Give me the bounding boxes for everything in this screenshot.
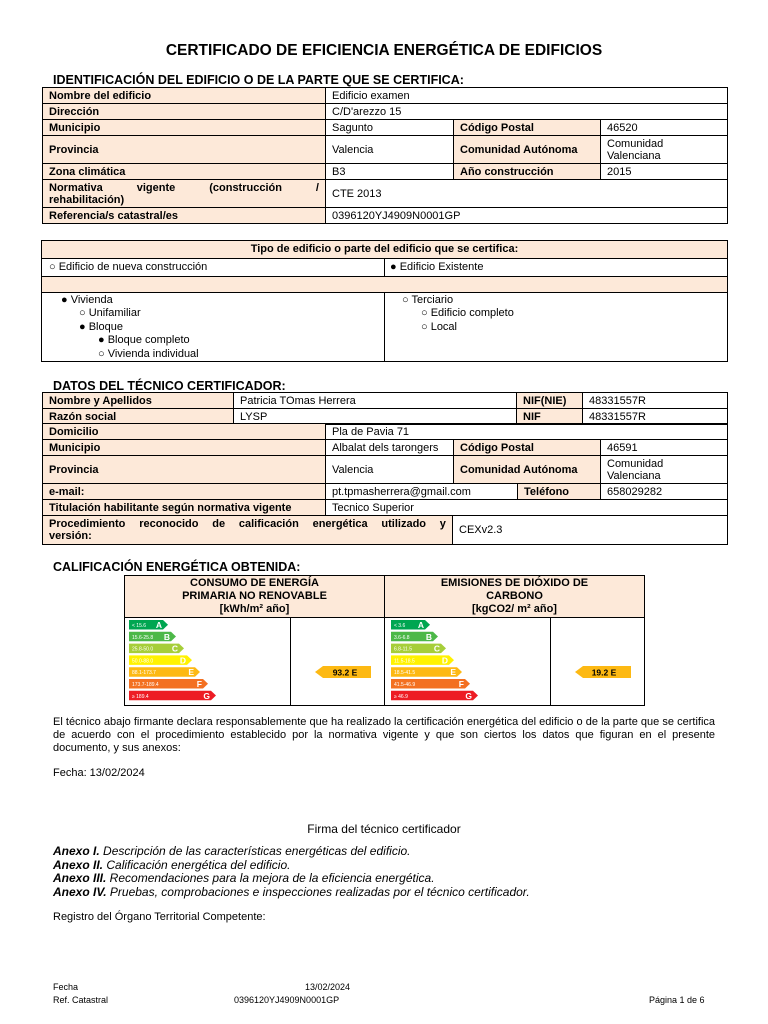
label-normativa: Normativa vigente (construcción / rehabilitación) — [43, 180, 326, 208]
value-nombre-apellidos: Patricia TOmas Herrera — [234, 393, 517, 409]
consumo-letter-e: E — [188, 667, 194, 678]
declaration-text: El técnico abajo firmante declara responsablemente que ha realizado la certificación energética del edificio o de la parte que se certifica de acuerdo con el procedimiento establecido por la normativa vigente y que son ciertos los datos que figuran en el presente documento, y sus anexos: — [53, 716, 715, 754]
emisiones-range-d: 11.5-18.5 — [394, 658, 415, 665]
consumo-range-d: 50.0-88.0 — [132, 658, 154, 665]
consumo-letter-c: C — [171, 643, 178, 654]
page-title: CERTIFICADO DE EFICIENCIA ENERGÉTICA DE EDIFICIOS — [165, 42, 603, 59]
label-direccion: Dirección — [43, 104, 326, 120]
footer-ref: 0396120YJ4909N0001GP — [234, 995, 340, 1005]
value-comunidad-tecnico: Comunidad Valenciana — [601, 456, 728, 484]
firma-label: Firma del técnico certificador — [307, 822, 461, 836]
label-referencia-catastral: Referencia/s catastral/es — [43, 208, 326, 224]
emisiones-result-label: 19.2 E — [591, 667, 617, 678]
value-codigo-postal-tecnico: 46591 — [601, 440, 728, 456]
value-anio-construccion: 2015 — [601, 164, 728, 180]
value-nif-nie: 48331557R — [583, 393, 728, 409]
building-type-heading: Tipo de edificio o parte del edificio que se certifica: — [42, 241, 727, 259]
label-comunidad-autonoma: Comunidad Autónoma — [454, 136, 601, 164]
option-unifamiliar: ○ Unifamiliar — [79, 307, 141, 319]
emisiones-range-a: < 3.6 — [394, 623, 406, 629]
consumo-letter-b: B — [163, 631, 170, 642]
emisiones-letter-e: E — [450, 667, 456, 678]
label-anio-construccion: Año construcción — [454, 164, 601, 180]
consumo-header: CONSUMO DE ENERGÍA PRIMARIA NO RENOVABLE [kWh/m² año] — [124, 575, 385, 619]
footer-ref-label: Ref. Catastral — [53, 995, 109, 1005]
anexo-1: Anexo I. Descripción de las características energéticas del edificio. — [53, 844, 411, 858]
label-codigo-postal-tecnico: Código Postal — [454, 440, 601, 456]
label-provincia-tecnico: Provincia — [43, 456, 326, 484]
label-procedimiento: Procedimiento reconocido de calificación energética utilizado y versión: — [43, 516, 453, 545]
consumo-letter-g: G — [203, 690, 210, 701]
emisiones-range-f: 41.5-46.9 — [394, 682, 416, 688]
value-email: pt.tpmasherrera@gmail.com — [326, 484, 518, 500]
value-municipio: Sagunto — [326, 120, 454, 136]
label-zona-climatica: Zona climática — [43, 164, 326, 180]
value-nif: 48331557R — [583, 409, 728, 425]
label-provincia: Provincia — [43, 136, 326, 164]
value-normativa: CTE 2013 — [326, 180, 728, 208]
consumo-range-g: ≥ 189.4 — [132, 693, 149, 700]
label-nif-nie: NIF(NIE) — [517, 393, 583, 409]
section-heading-tecnico: DATOS DEL TÉCNICO CERTIFICADOR: — [53, 379, 286, 393]
anexo-2: Anexo II. Calificación energética del edificio. — [53, 858, 291, 872]
emisiones-letter-f: F — [458, 679, 464, 689]
consumo-range-c: 25.8-50.0 — [132, 646, 154, 653]
emisiones-letter-g: G — [465, 690, 472, 701]
value-municipio-tecnico: Albalat dels tarongers — [326, 440, 454, 456]
consumo-result-label: 93.2 E — [332, 667, 358, 678]
emisiones-result-arrow — [575, 666, 631, 678]
footer-pagina: Página 1 de 6 — [649, 995, 705, 1005]
anexo-3: Anexo III. Recomendaciones para la mejora de la eficiencia energética. — [53, 871, 435, 885]
fecha-text: Fecha: 13/02/2024 — [53, 767, 145, 779]
emisiones-letter-c: C — [433, 643, 440, 654]
label-titulacion: Titulación habilitante según normativa vigente — [43, 500, 326, 516]
label-nombre-apellidos: Nombre y Apellidos — [43, 393, 234, 409]
value-domicilio: Pla de Pavia 71 — [326, 424, 728, 440]
option-local: ○ Local — [421, 321, 457, 333]
label-nombre-edificio: Nombre del edificio — [43, 88, 326, 104]
emisiones-letter-a: A — [417, 620, 424, 630]
label-telefono: Teléfono — [518, 484, 601, 500]
emisiones-bars — [391, 620, 478, 701]
footer-fecha-label: Fecha — [53, 982, 79, 992]
option-nueva-construccion: ○ Edificio de nueva construcción — [49, 261, 208, 273]
label-municipio: Municipio — [43, 120, 326, 136]
option-edificio-existente: ● Edificio Existente — [390, 261, 484, 273]
consumo-bars — [129, 620, 216, 701]
section-heading-identificacion: IDENTIFICACIÓN DEL EDIFICIO O DE LA PARTE QUE SE CERTIFICA: — [53, 73, 464, 87]
emisiones-range-e: 18.5-41.5 — [394, 670, 416, 677]
emisiones-range-b: 3.6-6.8 — [394, 634, 410, 641]
value-codigo-postal: 46520 — [601, 120, 728, 136]
value-direccion: C/D'arezzo 15 — [326, 104, 728, 120]
consumo-range-f: 173.7-189.4 — [132, 682, 159, 688]
option-bloque-completo: ● Bloque completo — [98, 334, 190, 346]
anexo-4: Anexo IV. Pruebas, comprobaciones e inspecciones realizadas por el técnico certificador. — [53, 885, 530, 899]
value-nombre-edificio: Edificio examen — [326, 88, 728, 104]
consumo-letter-d: D — [179, 655, 186, 666]
value-provincia-tecnico: Valencia — [326, 456, 454, 484]
value-provincia: Valencia — [326, 136, 454, 164]
value-procedimiento: CEXv2.3 — [453, 516, 728, 545]
value-comunidad-autonoma: Comunidad Valenciana — [601, 136, 728, 164]
label-domicilio: Domicilio — [43, 424, 326, 440]
emisiones-range-c: 6.8-11.5 — [394, 646, 412, 653]
option-bloque: ● Bloque — [79, 321, 123, 333]
emisiones-letter-b: B — [425, 631, 432, 642]
emisiones-header: EMISIONES DE DIÓXIDO DE CARBONO [kgCO2/ m² año] — [384, 575, 645, 619]
consumo-range-b: 15.6-25.8 — [132, 634, 154, 641]
label-email: e-mail: — [43, 484, 326, 500]
footer-fecha: 13/02/2024 — [305, 982, 351, 992]
registro-text: Registro del Órgano Territorial Competente: — [53, 911, 266, 923]
value-razon-social: LYSP — [234, 409, 517, 425]
option-vivienda-individual: ○ Vivienda individual — [98, 348, 199, 360]
emisiones-letter-d: D — [441, 655, 448, 666]
label-razon-social: Razón social — [43, 409, 234, 425]
value-referencia-catastral: 0396120YJ4909N0001GP — [326, 208, 728, 224]
consumo-letter-f: F — [196, 679, 202, 689]
emisiones-range-g: ≥ 46.9 — [394, 693, 408, 700]
section-heading-calificacion: CALIFICACIÓN ENERGÉTICA OBTENIDA: — [53, 560, 301, 574]
option-edificio-completo: ○ Edificio completo — [421, 307, 514, 319]
consumo-range-e: 88.1-173.7 — [132, 670, 156, 677]
label-municipio-tecnico: Municipio — [43, 440, 326, 456]
label-codigo-postal: Código Postal — [454, 120, 601, 136]
label-nif: NIF — [517, 409, 583, 425]
value-telefono: 658029282 — [601, 484, 728, 500]
consumo-result-arrow — [315, 666, 371, 678]
option-vivienda: ● Vivienda — [61, 294, 113, 306]
label-comunidad-tecnico: Comunidad Autónoma — [454, 456, 601, 484]
consumo-letter-a: A — [155, 620, 162, 630]
consumo-range-a: < 15.6 — [132, 623, 147, 629]
value-titulacion: Tecnico Superior — [326, 500, 728, 516]
value-zona-climatica: B3 — [326, 164, 454, 180]
option-terciario: ○ Terciario — [402, 294, 454, 306]
